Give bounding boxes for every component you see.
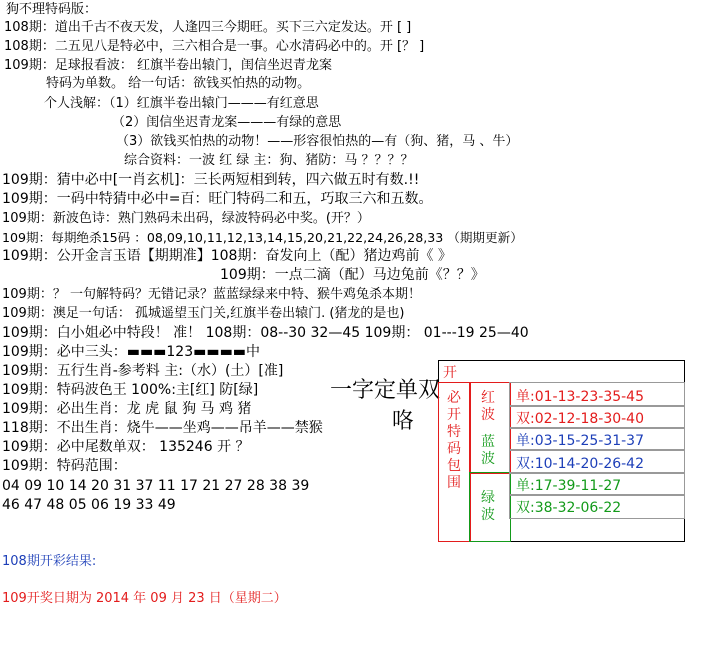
text-line: 个人浅解：（1）红旗半卷出辕门———有红意思: [44, 96, 319, 111]
text-line: 109期：必中三头：▬▬▬123▬▬▬▬中: [2, 344, 261, 360]
panel-row: 双:38-32-06-22: [516, 500, 622, 516]
text-line: 109期：足球报看波： 红旗半卷出辕门，闺信坐迟青龙案: [4, 58, 332, 73]
panel-open-label: 开: [443, 365, 457, 381]
text-line: 109期：一码中特猜中必中=百：旺门特码二和五，巧取三六和五数。: [2, 191, 433, 207]
draw-date-line: 109开奖日期为 2014 年 09 月 23 日（星期二）: [2, 591, 287, 606]
text-line: 109期：必中尾数单双： 135246 开 ？: [2, 439, 250, 455]
text-line: 109期：澳足一句话： 孤城遥望玉门关,红旗半卷出辕门. (猪龙的是也): [2, 306, 405, 321]
green-wave-label: 绿 波: [481, 490, 495, 523]
panel-row: 双:10-14-20-26-42: [516, 456, 644, 472]
number-range-line: 04 09 10 14 20 31 37 11 17 21 27 28 38 39: [2, 478, 310, 494]
panel-row: 单:17-39-11-27: [516, 478, 622, 494]
text-line: 109期：猜中必中[一肖玄机]：三长两短相到转，四六做五时有数.!!: [2, 172, 420, 188]
text-line: 109期：必出生肖：龙 虎 鼠 狗 马 鸡 猪: [2, 401, 252, 417]
text-line: 109期：特码范围：: [2, 458, 127, 474]
text-line: 109期：一点二滴（配）马边兔前《？？》: [220, 267, 485, 283]
text-line: 109期：特码波色王 100%:主[红] 防[绿]: [2, 382, 259, 398]
blue-wave-label: 蓝 波: [481, 434, 495, 467]
text-line: 109期：白小姐必中特段！ 准！ 108期：08--30 32—45 109期： 01---19 25—40: [2, 325, 529, 341]
number-range-line: 46 47 48 05 06 19 33 49: [2, 497, 176, 513]
result-line: 108期开彩结果:: [2, 554, 97, 569]
handwritten-note: 一字定单双: [330, 378, 441, 403]
text-line: 109期：？ 一句解特码？无错记录？蓝蓝绿绿来中特、猴牛鸡兔杀本期！: [2, 287, 421, 302]
text-line: 综合资料：一波 红 绿 主：狗、猪防：马 ？？？？: [124, 153, 414, 168]
text-line: 109期：公开金言玉语【期期准】108期：奋发向上（配）猪边鸡前《 》: [2, 248, 452, 264]
text-line: 108期：二五见八是特必中，三六相合是一事。心水清码必中的。开 [？ ]: [4, 39, 425, 54]
text-line: 118期：不出生肖：烧牛——坐鸡——吊羊——禁猴: [2, 420, 323, 436]
handwritten-note-2: 咯: [392, 409, 415, 434]
panel-row: 单:01-13-23-35-45: [516, 389, 644, 405]
red-wave-label: 红 波: [481, 390, 495, 423]
number-panel: [438, 360, 684, 540]
text-line: 109期：五行生肖-参考料 主:（水）(土）[准]: [2, 363, 284, 379]
panel-left-vertical: 必 开 特 码 包 围: [447, 390, 461, 491]
text-line: 109期：新波色诗：熟门熟码未出码，绿波特码必中奖。(开？）: [2, 211, 370, 226]
page-title: 狗不理特码版：: [6, 2, 98, 17]
panel-row: 单:03-15-25-31-37: [516, 433, 644, 449]
text-line: 109期：每期绝杀15码 ：08,09,10,11,12,13,14,15,20,21,22,24,26,28,33 （期期更新）: [2, 230, 523, 245]
text-line: （2）闺信坐迟青龙案———有绿的意思: [112, 115, 342, 130]
text-line: 特码为单数。 给一句话：欲钱买怕热的动物。: [46, 76, 311, 91]
text-line: （3）欲钱买怕热的动物！——形容很怕热的—有（狗、猪，马 、牛）: [116, 134, 519, 149]
panel-row: 双:02-12-18-30-40: [516, 411, 644, 427]
text-line: 108期：道出千古不夜天发，人逢四三今期旺。买下三六定发达。开 [ ]: [4, 20, 412, 35]
